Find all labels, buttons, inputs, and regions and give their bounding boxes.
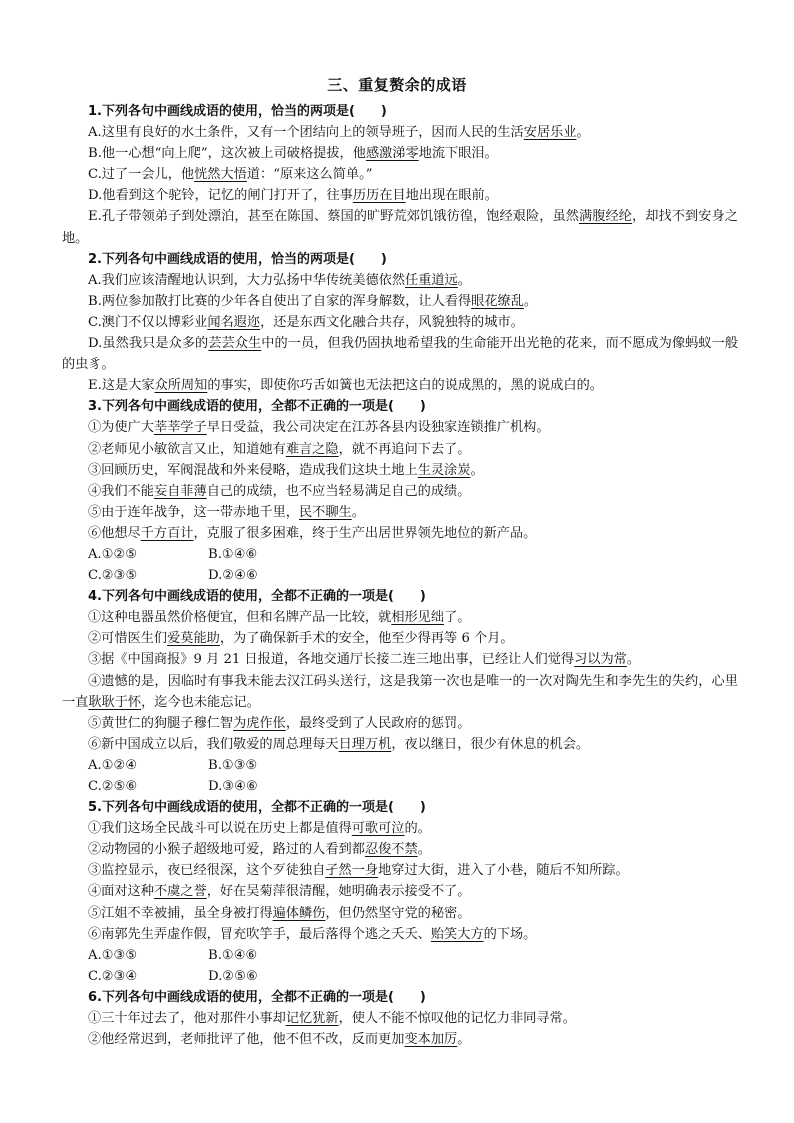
- underlined-idiom: 变本加厉: [404, 1032, 458, 1048]
- option-item: E.这是大家众所周知的事实，即使你巧舌如簧也无法把这白的说成黑的，黑的说成白的。: [88, 378, 603, 394]
- underlined-idiom: 感激涕零: [365, 146, 419, 162]
- option-item: C.澳门不仅以博彩业闻名遐迩，还是东西文化融合共存，风貌独特的城市。: [88, 314, 524, 330]
- underlined-idiom: 妄自菲薄: [153, 483, 207, 499]
- sentence-item: ②动物园的小猴子超级地可爱，路过的人看到都忍俊不禁。: [88, 842, 431, 858]
- answer-option: A.①②⑤: [88, 546, 138, 562]
- answer-option: B.①③⑤: [208, 757, 258, 773]
- underlined-idiom: 安居乐业: [523, 125, 577, 141]
- sentence-item: ②老师见小敏欲言又止，知道她有难言之隐，就不再追问下去了。: [88, 441, 471, 457]
- answer-options-row: [62, 966, 738, 987]
- answer-options-row: [62, 544, 738, 565]
- sentence-item: ①这种电器虽然价格便宜，但和名牌产品一比较，就相形见绌了。: [88, 610, 471, 626]
- sentence-item: ①我们这场全民战斗可以说在历史上都是值得可歌可泣的。: [88, 821, 431, 837]
- option-item: D.虽然我只是众多的芸芸众生中的一员，但我仍固执地希望我的生命能开出光艳的花来，而不愿成为像蚂蚁一般的虫豸。: [62, 336, 739, 373]
- underlined-idiom: 记忆犹新: [285, 1011, 339, 1027]
- underlined-idiom: 相形见绌: [391, 610, 445, 626]
- answer-option: D.②⑤⑥: [208, 968, 258, 984]
- option-item: C.过了一会儿，他恍然大悟道：“原来这么简单。”: [88, 167, 373, 183]
- sentence-item: ④我们不能妄自菲薄自己的成绩，也不应当轻易满足自己的成绩。: [88, 483, 471, 499]
- answer-options-row: [62, 565, 738, 586]
- underlined-idiom: 恍然大悟: [194, 167, 247, 183]
- underlined-idiom: 千方百计: [140, 525, 194, 541]
- underlined-idiom: 爱莫能助: [167, 631, 220, 647]
- page-title: 三、重复赘余的成语: [327, 76, 467, 94]
- underlined-idiom: 生灵涂炭: [417, 462, 471, 478]
- sentence-item: ③回顾历史，军阀混战和外来侵略，造成我们这块土地上生灵涂炭。: [88, 462, 484, 478]
- answer-options-row: [62, 945, 738, 966]
- underlined-idiom: 习以为常: [574, 652, 627, 668]
- sentence-item: ④面对这种不虞之誉，好在吴菊萍很清醒，她明确表示接受不了。: [88, 884, 471, 900]
- answer-option: C.②③④: [88, 968, 138, 984]
- question-list: [62, 101, 738, 1050]
- option-item: E.孔子带领弟子到处漂泊，甚至在陈国、蔡国的旷野荒郊饥饿彷徨，饱经艰险，虽然满腹经纶，却找不到安身之地。: [62, 209, 738, 246]
- underlined-idiom: 可歌可泣: [351, 821, 405, 837]
- answer-option: C.②③⑤: [88, 568, 138, 584]
- option-item: A.我们应该清醒地认识到，大力弘扬中华传统美德依然任重道远。: [88, 272, 471, 288]
- option-item: B.两位参加散打比赛的少年各自使出了自家的浑身解数，让人看得眼花缭乱。: [88, 293, 538, 309]
- underlined-idiom: 民不聊生: [299, 504, 352, 520]
- underlined-idiom: 孑然一身: [325, 863, 379, 879]
- answer-option: D.③④⑥: [208, 779, 258, 794]
- underlined-idiom: 眼花缭乱: [471, 293, 524, 309]
- sentence-item: ⑤由于连年战争，这一带赤地千里，民不聊生。: [88, 504, 365, 520]
- answer-options-row: [62, 755, 738, 776]
- question-1-stem: 1.下列各句中画线成语的使用，恰当的两项是( ): [88, 104, 387, 119]
- sentence-item: ⑤黄世仁的狗腿子穆仁智为虎作伥，最终受到了人民政府的惩罚。: [88, 715, 471, 731]
- underlined-idiom: 贻笑大方: [430, 926, 484, 942]
- answer-options-row: [62, 776, 738, 797]
- sentence-item: ⑤江姐不幸被捕，虽全身被打得遍体鳞伤，但仍然坚守党的秘密。: [88, 905, 471, 921]
- underlined-idiom: 耿耿于怀: [88, 694, 142, 710]
- underlined-idiom: 日理万机: [338, 736, 392, 752]
- sentence-item: ②他经常迟到，老师批评了他，他不但不改，反而更加变本加厉。: [88, 1032, 471, 1048]
- sentence-item: ①三十年过去了，他对那件小事却记忆犹新，使人不能不惊叹他的记忆力非同寻常。: [88, 1011, 576, 1027]
- sentence-item: ②可惜医生们爱莫能助，为了确保新手术的安全，他至少得再等 6 个月。: [88, 631, 514, 647]
- sentence-item: ③监控显示，夜已经很深，这个歹徒独自孑然一身地穿过大街，进入了小巷，随后不知所踪。: [88, 863, 629, 879]
- sentence-item: ⑥他想尽千方百计，克服了很多困难，终于生产出居世界领先地位的新产品。: [88, 525, 537, 541]
- answer-option: B.①④⑥: [208, 947, 258, 963]
- underlined-idiom: 闻名遐迩: [207, 314, 261, 330]
- underlined-idiom: 遍体鳞伤: [272, 905, 326, 921]
- underlined-idiom: 莘莘学子: [153, 420, 207, 436]
- question-3-stem: 3.下列各句中画线成语的使用，全都不正确的一项是( ): [88, 399, 426, 415]
- question-5-stem: 5.下列各句中画线成语的使用，全都不正确的一项是( ): [88, 800, 426, 816]
- sentence-item: ④遗憾的是，因临时有事我未能去汉江码头送行，这是我第一次也是唯一的一次对陶先生和李先生的失约，心里一直耿耿于怀，迄今也未能忘记。: [62, 673, 738, 710]
- answer-option: A.①②④: [88, 757, 138, 773]
- sentence-item: ⑥新中国成立以后，我们敬爱的周总理每天日理万机，夜以继日，很少有休息的机会。: [88, 736, 590, 752]
- option-item: B.他一心想“向上爬”，这次被上司破格提拔，他感激涕零地流下眼泪。: [88, 146, 498, 162]
- question-4-stem: 4.下列各句中画线成语的使用，全都不正确的一项是( ): [88, 589, 426, 605]
- question-2-stem: 2.下列各句中画线成语的使用，恰当的两项是( ): [88, 251, 387, 267]
- option-item: A.这里有良好的水土条件，又有一个团结向上的领导班子，因而人民的生活安居乐业。: [88, 125, 590, 141]
- answer-option: B.①④⑥: [208, 546, 258, 562]
- answer-option: A.①③⑤: [88, 947, 138, 963]
- underlined-idiom: 满腹经纶: [579, 209, 633, 225]
- sentence-item: ③据《中国商报》9 月 21 日报道，各地交通厅长接二连三地出事，已经让人们觉得习以为常。: [88, 652, 641, 668]
- underlined-idiom: 不虞之誉: [153, 884, 207, 900]
- underlined-idiom: 为虎作伥: [233, 715, 286, 731]
- underlined-idiom: 任重道远: [405, 272, 458, 288]
- underlined-idiom: 忍俊不禁: [364, 842, 418, 858]
- underlined-idiom: 历历在目: [352, 188, 406, 204]
- underlined-idiom: 难言之隐: [285, 441, 339, 457]
- question-6-stem: 6.下列各句中画线成语的使用，全都不正确的一项是( ): [88, 989, 426, 1005]
- underlined-idiom: 众所周知: [154, 378, 208, 394]
- option-item: D.他看到这个驼铃，记忆的闸门打开了，往事历历在目地出现在眼前。: [88, 188, 498, 204]
- sentence-item: ⑥南郭先生弄虚作假，冒充吹竽手，最后落得个逃之夭夭、贻笑大方的下场。: [88, 926, 537, 942]
- underlined-idiom: 芸芸众生: [208, 336, 262, 352]
- answer-option: D.②④⑥: [208, 568, 258, 584]
- answer-option: C.②⑤⑥: [88, 779, 138, 794]
- sentence-item: ①为使广大莘莘学子早日受益，我公司决定在江苏各县内设独家连锁推广机构。: [88, 420, 550, 436]
